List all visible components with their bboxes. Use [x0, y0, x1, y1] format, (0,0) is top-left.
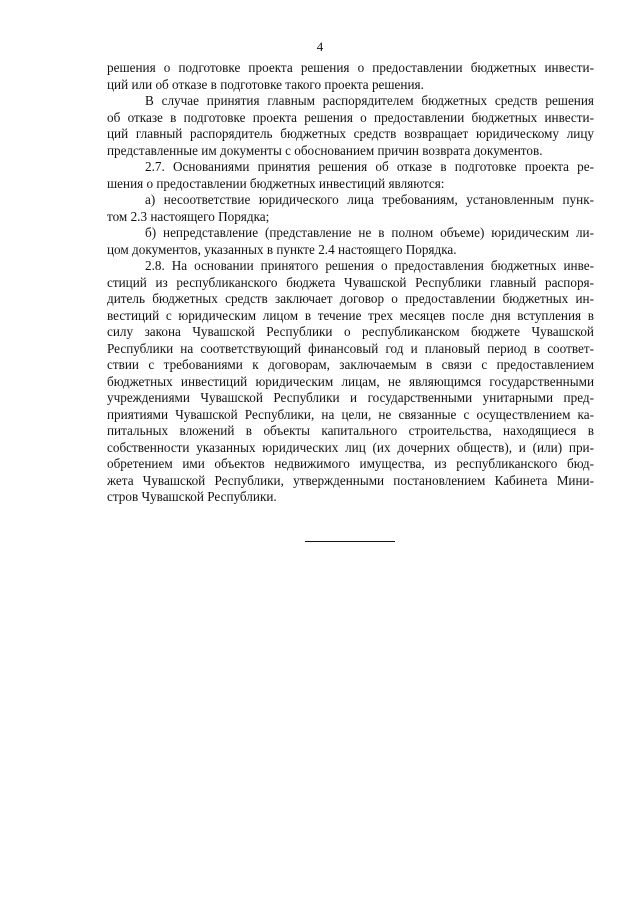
text-line: 2.8. На основании принятого решения о предоставления бюджетных инве- [145, 258, 594, 273]
text-line: ций или об отказе в подготовке такого проекта решения. [107, 76, 424, 92]
text-line: том 2.3 настоящего Порядка; [107, 208, 270, 224]
text-line: стров Чувашской Республики. [107, 489, 277, 504]
text-line: а) несоответствие юридического лица требованиям, установленным пунк- [145, 192, 594, 207]
text-line: вестиций с юридическим лицом в течение трех месяцев после дня вступления в [107, 307, 594, 323]
text-line: бюджетных инвестиций юридическим лицам, не являющимся государственными [107, 373, 594, 389]
text-line: Республики на соответствующий финансовый год и плановый период в соответ- [107, 340, 594, 356]
text-line: питальных вложений в объекты капитального строительства, находящиеся в [107, 423, 594, 438]
text-line: об отказе в подготовке проекта решения о предоставлении бюджетных инвести- [107, 109, 594, 125]
text-line: б) непредставление (представление не в полном объеме) юридическим ли- [145, 225, 594, 240]
text-line: цом документов, указанных в пункте 2.4 настоящего Порядка. [107, 241, 457, 257]
document-body [107, 60, 594, 506]
text-line: приятиями Чувашской Республики, на цели, не связанные с осуществлением ка- [107, 406, 594, 422]
text-line: стиций из республиканского бюджета Чувашской Республики главный распоря- [107, 274, 594, 290]
text-line: жета Чувашской Республики, утвержденными постановлением Кабинета Мини- [107, 472, 594, 488]
text-line: шения о предоставлении бюджетных инвестиций являются: [107, 175, 445, 191]
text-line: решения о подготовке проекта решения о предоставлении бюджетных инвести- [107, 60, 594, 75]
text-line: дитель бюджетных средств заключает договор о предоставлении бюджетных ин- [107, 291, 594, 306]
text-line: силу закона Чувашской Республики о республиканском бюджете Чувашской [107, 324, 594, 339]
end-separator-line [305, 541, 395, 542]
text-line: ствии с требованиями к договорам, заключаемым в связи с предоставлением [107, 357, 594, 372]
text-line: собственности указанных юридических лиц (их дочерних обществ), и (или) при- [107, 439, 594, 455]
text-line: ций главный распорядитель бюджетных средств возвращает юридическому лицу [107, 126, 594, 141]
text-line: учреждениями Чувашской Республики и государственными унитарными пред- [107, 390, 594, 405]
text-line: 2.7. Основаниями принятия решения об отказе в подготовке проекта ре- [145, 159, 594, 174]
text-line: обретением ими объектов недвижимого имущества, из республиканского бюд- [107, 456, 594, 471]
text-line: представленные им документы с обоснованием причин возврата документов. [107, 142, 543, 158]
text-line: В случае принятия главным распорядителем бюджетных средств решения [145, 93, 594, 108]
page-number: 4 [316, 39, 324, 54]
